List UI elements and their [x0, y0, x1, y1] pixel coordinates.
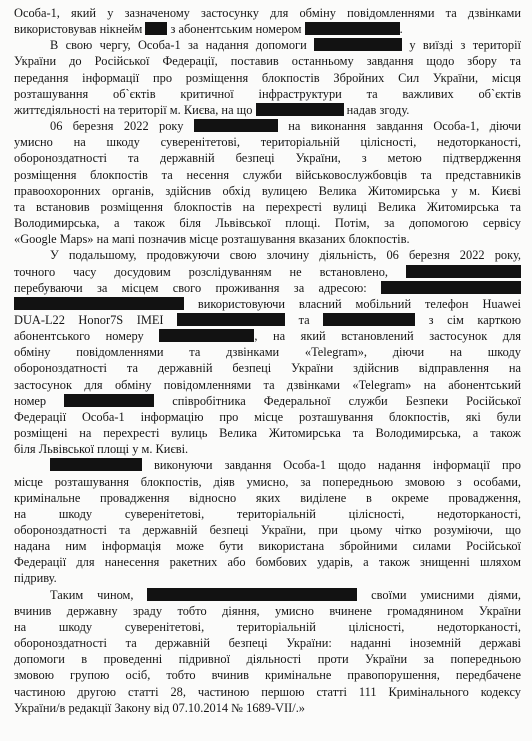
text-line — [14, 134, 521, 150]
text-line — [14, 393, 521, 409]
text-line — [14, 474, 521, 490]
text-segment: обороноздатності та державній безпеці України, з метою підтвердження — [14, 151, 521, 166]
text-line — [14, 554, 521, 570]
text-segment: застосунок для обміну повідомленнями та дзвінками «Telegram» на абонентський — [14, 377, 521, 392]
text-segment: Особа-1, який у зазначеному застосунку для обміну повідомленнями та дзвінками — [14, 6, 521, 20]
text-segment: кримінальне провадження відносно яких виділене в окреме провадження, — [14, 490, 521, 505]
paragraph — [14, 457, 521, 586]
text-segment: обороноздатності та державній безпеці України, при цьому чітко розуміючи, що — [14, 523, 521, 537]
paragraph — [14, 247, 521, 457]
text-segment: В свою чергу, Особа-1 за надання допомоги — [50, 38, 307, 53]
redaction-block — [159, 329, 254, 342]
redaction-block — [381, 281, 521, 294]
text-line — [14, 667, 521, 683]
text-segment: України до Російської Федерації, поставив останньому завдання щодо збору та — [14, 54, 521, 69]
redaction-block — [323, 313, 415, 326]
redaction-block — [194, 119, 278, 132]
paragraph — [14, 37, 521, 118]
text-segment: надана ним інформація може бути використана збройними силами Російської — [14, 539, 521, 554]
text-segment: допомоги в проведенні підривної діяльності проти України за попередньою — [14, 652, 521, 667]
text-segment: біля Львівської площі у м. Києві. — [14, 442, 189, 457]
text-line — [14, 587, 521, 603]
text-segment: підриву. — [14, 571, 57, 586]
redaction-block — [314, 38, 402, 51]
text-segment: . — [399, 22, 403, 37]
text-segment: розміщені на перехресті вулиць Велика Житомирська та Володимирська, а також — [14, 426, 521, 441]
paragraph — [14, 587, 521, 716]
text-line — [14, 538, 521, 554]
redaction-block — [305, 22, 400, 35]
text-line — [14, 457, 521, 473]
text-segment: У подальшому, продовжуючи свою злочину діяльність, 06 березня 2022 року, — [50, 248, 521, 263]
text-line — [14, 490, 521, 506]
text-segment: точного часу досудовим розслідуванням не встановлено, — [14, 264, 389, 279]
text-line — [14, 247, 521, 263]
text-segment: своїми умисними діями, — [371, 587, 521, 602]
text-line — [14, 167, 521, 183]
text-line — [14, 635, 521, 651]
text-segment: життєдіяльності на території м. Києва, на що — [14, 102, 253, 117]
text-line — [14, 619, 521, 635]
text-line — [14, 570, 521, 586]
text-segment: перебуваючи за місцем свого проживання за адресою: — [14, 280, 367, 295]
text-line — [14, 21, 521, 37]
text-line — [14, 425, 521, 441]
text-segment: «Google Maps» на мапі позначив місце розташування вказаних блокпостів. — [14, 232, 410, 247]
text-line — [14, 441, 521, 457]
text-segment: України/в редакції Закону від 07.10.2014 № 1689-VII/.» — [14, 700, 305, 715]
paragraph — [14, 118, 521, 247]
text-segment: співробітника Федеральної служби Безпеки Російської — [172, 393, 522, 408]
text-line — [14, 684, 521, 700]
text-segment: номер — [14, 393, 47, 408]
text-line — [14, 312, 521, 328]
text-segment: змовою групою осіб, тобто вчинив кримінальне правопорушення, передбачене — [14, 668, 521, 683]
redaction-block — [406, 265, 521, 278]
text-segment: вчинив державну зраду тобто діяння, умисно вчинене громадянином України — [14, 603, 521, 618]
text-segment: умисно на шкоду суверенітетові, територіальній цілісності, недоторканості, — [14, 135, 521, 150]
text-segment: Таким чином, — [50, 587, 134, 602]
text-segment: та — [298, 312, 310, 327]
text-segment: на шкоду суверенітетові, територіальній цілісності, недоторканості, — [14, 506, 521, 521]
text-line — [14, 215, 521, 231]
redaction-block — [145, 22, 167, 35]
text-line — [14, 409, 521, 425]
text-segment: місце розташування блокпостів, діяв умисно, за попередньою змовою з особами, — [14, 474, 521, 489]
text-segment: частиною другою статті 28, частиною першою статті 111 Кримінального кодексу — [14, 684, 521, 699]
text-line — [14, 199, 521, 215]
text-segment: обміну повідомленнями та дзвінками «Telegram», діючи на шкоду — [14, 345, 521, 360]
text-segment: Федерації Особа-1 інформацію про місце розташування блокпостів, які були — [14, 409, 521, 424]
text-segment: надав згоду. — [346, 102, 410, 117]
text-segment: на виконання завдання Особа-1, діючи — [288, 119, 521, 134]
text-line — [14, 506, 521, 522]
text-line — [14, 102, 521, 118]
text-segment: розміщення блокпостів та несення служби військовослужбовців та представників — [14, 167, 521, 182]
text-segment: передання інформації про розміщення блокпостів Збройних Сил України, місця — [14, 70, 521, 85]
redaction-block — [14, 297, 184, 310]
text-line — [14, 150, 521, 166]
text-segment: з сім карткою — [428, 312, 521, 327]
text-segment: та встановив розміщення блокпостів на перехресті вулиці Велика Житомирська та — [14, 199, 521, 214]
text-line — [14, 377, 521, 393]
redaction-block — [64, 394, 154, 407]
text-segment: Федерації для нанесення ракетних або бомбових ударів, а також знищенні шляхом — [14, 555, 521, 570]
text-segment: використовував нікнейм — [14, 22, 143, 37]
text-segment: правоохоронних органів, здійснив обхід вулицею Велика Житомирська у м. Києві — [14, 183, 521, 198]
text-segment: використовуючи власний мобільний телефон Huawei — [197, 296, 521, 311]
text-line — [14, 280, 521, 296]
text-line — [14, 53, 521, 69]
text-segment: з абонентським номером — [170, 22, 302, 37]
text-line — [14, 522, 521, 538]
text-line — [14, 344, 521, 360]
text-segment: абонентського номеру — [14, 329, 144, 344]
text-segment: розташування об`єктів критичної інфраструктури та важливих об`єктів — [14, 86, 521, 101]
text-line — [14, 37, 521, 53]
text-segment: 06 березня 2022 року — [50, 119, 184, 134]
text-line — [14, 360, 521, 376]
text-segment: на шкоду суверенітетові, територіальній цілісності, недоторканості, — [14, 619, 521, 634]
paragraph — [14, 5, 521, 37]
text-segment: виконуючи завдання Особа-1 щодо надання інформації про — [154, 458, 521, 473]
redaction-block — [50, 458, 142, 471]
text-segment: Володимирська, а також біля Львівської площі. Потім, за допомогою сервісу — [14, 216, 521, 231]
text-line — [14, 70, 521, 86]
text-line — [14, 118, 521, 134]
text-line — [14, 5, 521, 21]
text-line — [14, 603, 521, 619]
text-line — [14, 328, 521, 344]
text-segment: , на який встановлений застосунок для — [254, 329, 521, 344]
text-segment: DUA-L22 Honor7S IMEI — [14, 312, 164, 327]
redaction-block — [256, 103, 344, 116]
redaction-block — [147, 588, 357, 601]
text-segment: обороноздатності та державній безпеці України: наданні іноземній державі — [14, 636, 521, 651]
redaction-block — [177, 313, 285, 326]
text-line — [14, 86, 521, 102]
text-line — [14, 264, 521, 280]
text-line — [14, 651, 521, 667]
text-line — [14, 296, 521, 312]
text-segment: обороноздатності та державній безпеці України здійснив відправлення на — [14, 361, 521, 376]
text-line — [14, 231, 521, 247]
text-segment: у виїзді з території — [409, 38, 521, 53]
text-line — [14, 183, 521, 199]
text-line — [14, 700, 521, 716]
